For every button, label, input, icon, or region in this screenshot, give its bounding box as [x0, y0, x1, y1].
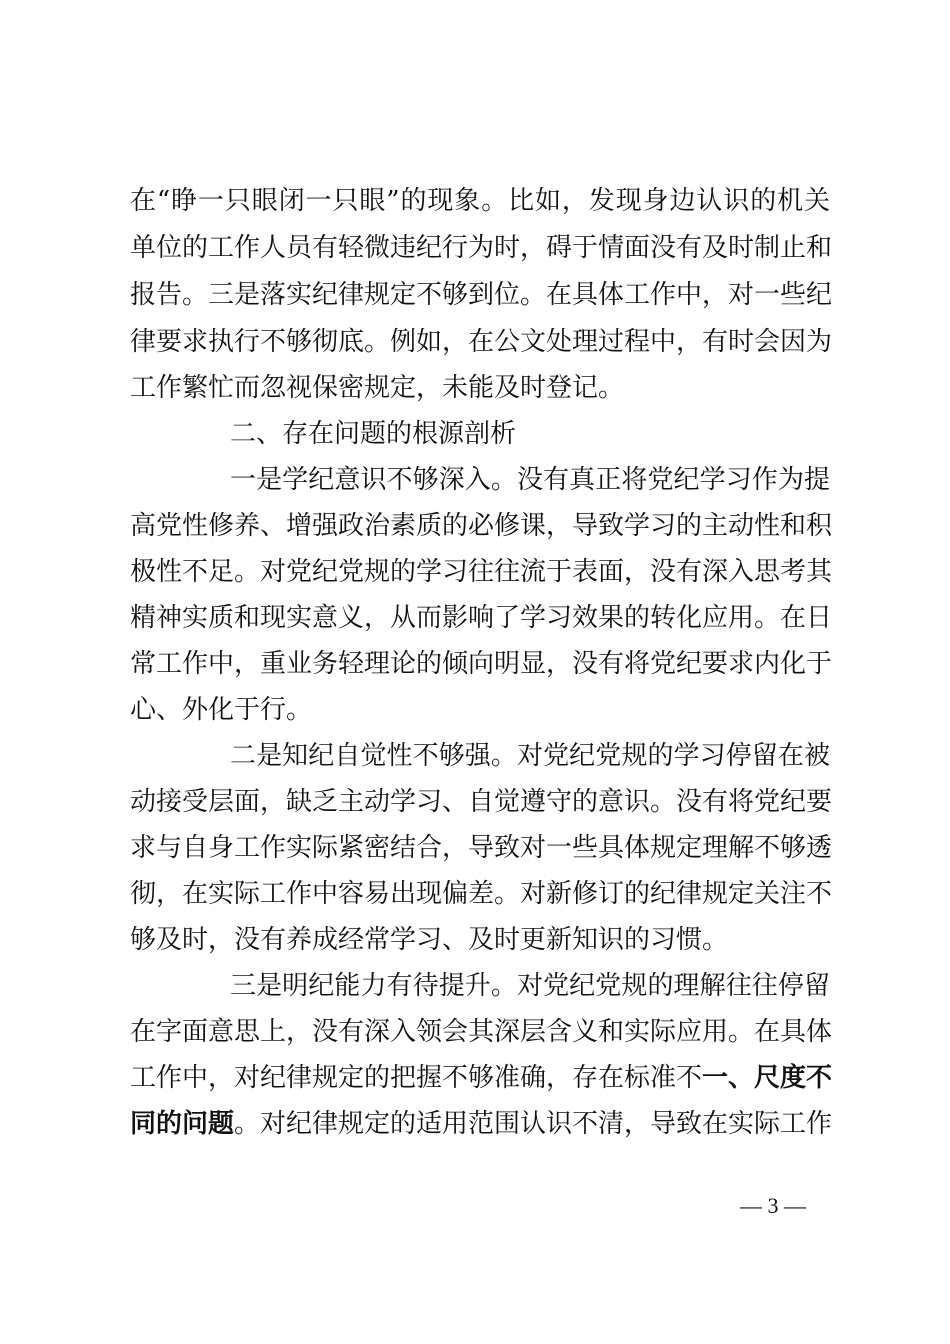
paragraph-text: 工作中，对纪律规定的把握不够准确，存在标准不 [130, 1063, 703, 1093]
paragraph-line: 二是知纪自觉性不够强。对党纪党规的学习停留在被 [230, 741, 830, 771]
paragraph-line-mixed [130, 1057, 833, 1099]
paragraph-line: 求与自身工作实际紧密结合，导致对一些具体规定理解不够透 [130, 833, 833, 863]
paragraph-line: 心、外化于行。 [130, 695, 313, 725]
paragraph-line: 常工作中，重业务轻理论的倾向明显，没有将党纪要求内化于 [130, 649, 833, 679]
paragraph-line: 高党性修养、增强政治素质的必修课，导致学习的主动性和积 [130, 511, 833, 541]
emphasized-text: 一、尺度不 [702, 1063, 833, 1093]
emphasized-text: 同的问题 [130, 1109, 235, 1139]
paragraph-line: 彻，在实际工作中容易出现偏差。对新修订的纪律规定关注不 [130, 879, 833, 909]
paragraph-line: 三是明纪能力有待提升。对党纪党规的理解往往停留 [230, 971, 830, 1001]
paragraph-line: 在字面意思上，没有深入领会其深层含义和实际应用。在具体 [130, 1017, 833, 1047]
paragraph-line: 精神实质和现实意义，从而影响了学习效果的转化应用。在日 [130, 603, 833, 633]
paragraph-line: 够及时，没有养成经常学习、及时更新知识的习惯。 [130, 925, 729, 955]
page-number: — 3 — [740, 1193, 806, 1218]
paragraph-line: 极性不足。对党纪党规的学习往往流于表面，没有深入思考其 [130, 557, 833, 587]
section-heading: 二、存在问题的根源剖析 [230, 419, 517, 449]
paragraph-line: 动接受层面，缺乏主动学习、自觉遵守的意识。没有将党纪要 [130, 787, 833, 817]
paragraph-line: 报告。三是落实纪律规定不够到位。在具体工作中，对一些纪 [130, 280, 833, 310]
paragraph-line: 工作繁忙而忽视保密规定，未能及时登记。 [130, 373, 625, 403]
paragraph-line: 一是学纪意识不够深入。没有真正将党纪学习作为提 [230, 465, 830, 495]
paragraph-text: 。对纪律规定的适用范围认识不清，导致在实际工作 [234, 1109, 833, 1139]
paragraph-line: 在“睁一只眼闭一只眼”的现象。比如，发现身边认识的机关 [130, 186, 830, 216]
paragraph-line: 律要求执行不够彻底。例如，在公文处理过程中，有时会因为 [130, 327, 833, 357]
paragraph-line: 单位的工作人员有轻微违纪行为时，碍于情面没有及时制止和 [130, 233, 833, 263]
paragraph-line-mixed [130, 1103, 833, 1145]
